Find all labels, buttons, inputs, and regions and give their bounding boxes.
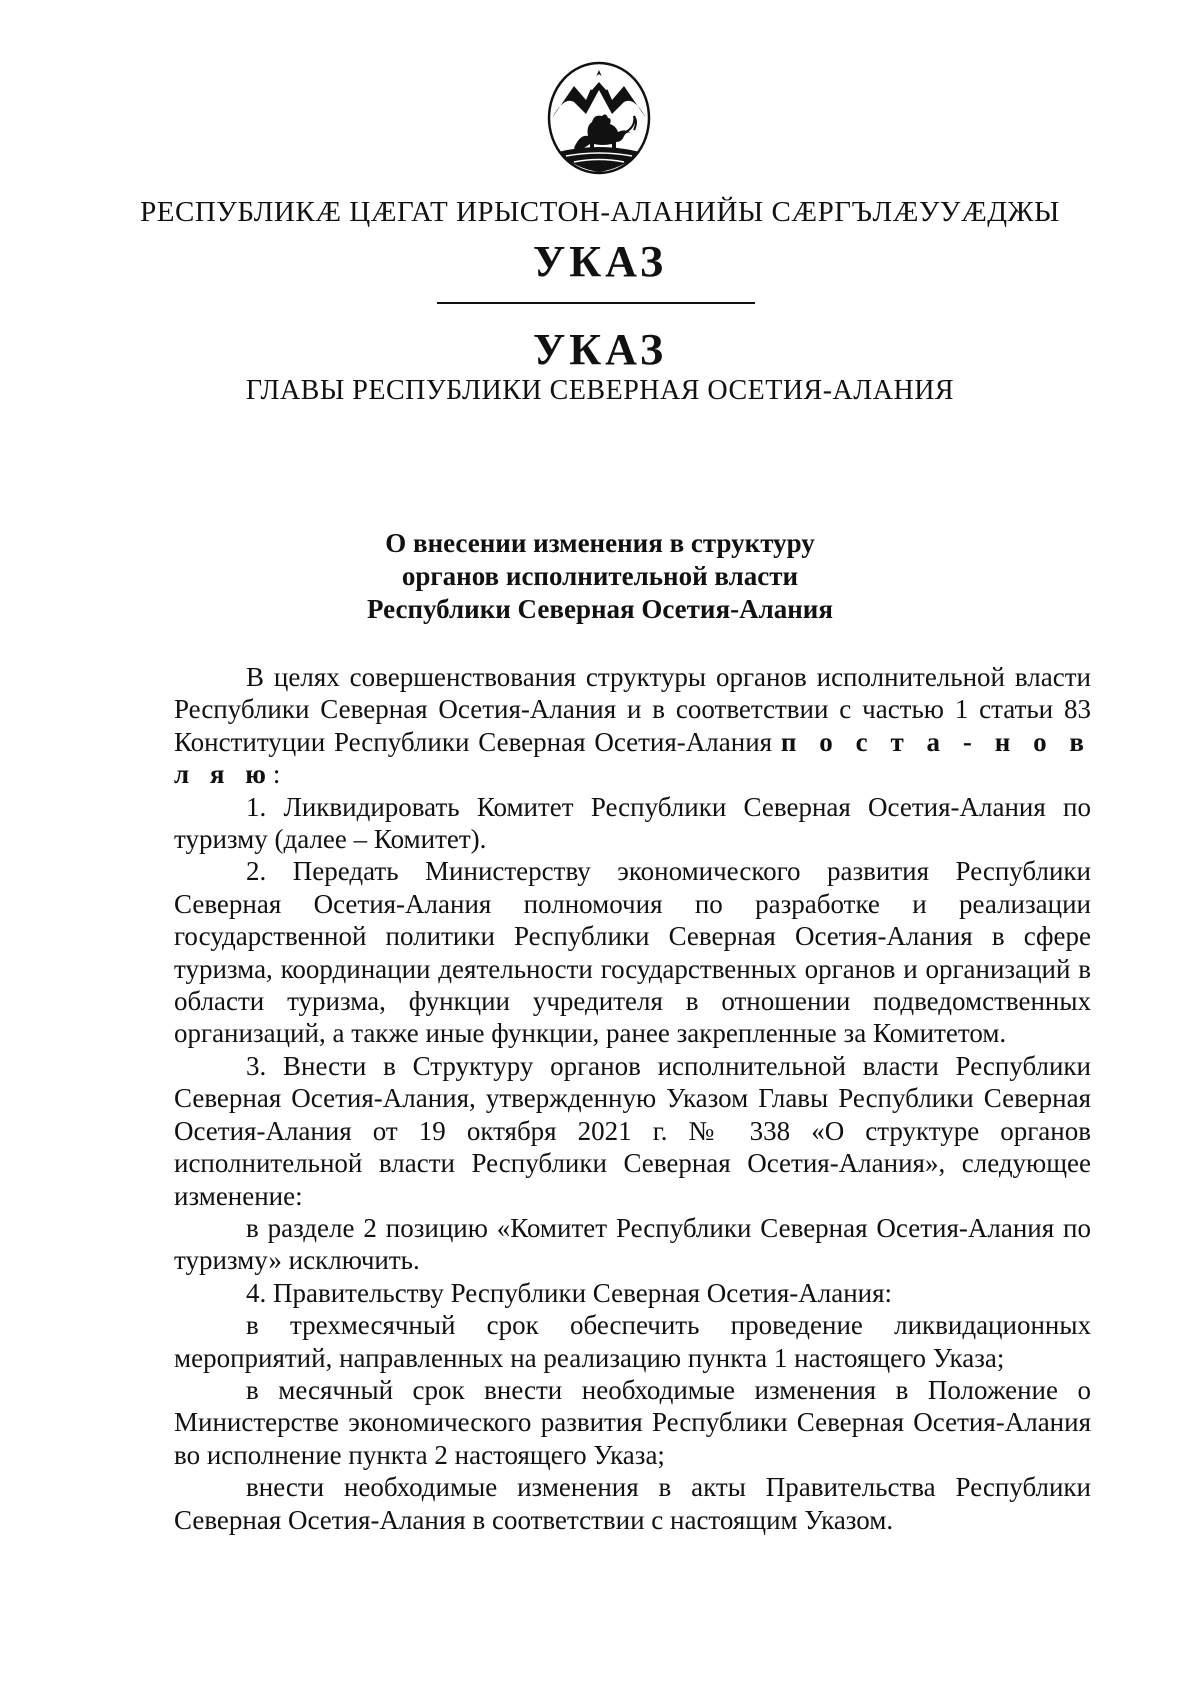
decree-label-ossetian: УКАЗ	[532, 237, 668, 286]
title-line-3: Республики Северная Осетия-Алания	[367, 594, 833, 624]
title-line-1: О внесении изменения в структуру	[385, 528, 815, 558]
clause-4-sub-a: в трехмесячный срок обеспечить проведение ликвидационных мероприятий, направленных на реализацию пункта 1 настоящего Указа;	[174, 1310, 1091, 1373]
clause-3: 3. Внести в Структуру органов исполнительной власти Республики Северная Осетия-Алания, утвержденную Указом Главы Республики Северная Осетия-Алания от 19 октября 2021 г. № 338 «О структуре органов исполнительной власти Республики Северная Осетия-Алания», следующее изменение:	[174, 1050, 1091, 1211]
clause-1: 1. Ликвидировать Комитет Республики Северная Осетия-Алания по туризму (далее – Комитет).	[174, 791, 1091, 855]
decree-title	[0, 527, 1200, 626]
russian-header: ГЛАВЫ РЕСПУБЛИКИ СЕВЕРНАЯ ОСЕТИЯ-АЛАНИЯ	[245, 375, 955, 406]
preamble-text: В целях совершенствования структуры органов исполнительной власти Республики Северная Осетия-Алания и в соответствии с частью 1 статьи 83 Конституции Республики Северная Осетия-Алания	[174, 662, 1091, 757]
ossetian-header: РЕСПУБЛИКӔ ЦӔГАТ ИРЫСТОН-АЛАНИЙЫ СӔРГЪЛӔУУӔДЖЫ	[140, 196, 1060, 228]
preamble-colon: :	[272, 759, 281, 790]
decree-body	[174, 661, 1091, 1536]
clause-4-sub-b: в месячный срок внести необходимые изменения в Положение о Министерстве экономического развития Республики Северная Осетия-Алания во исполнение пункта 2 настоящего Указа;	[174, 1374, 1091, 1470]
title-line-2: органов исполнительной власти	[401, 561, 799, 591]
preamble-paragraph	[174, 661, 1091, 791]
coat-of-arms-emblem	[544, 56, 654, 176]
header-divider	[437, 302, 755, 304]
clause-4-sub-c: внести необходимые изменения в акты Правительства Республики Северная Осетия-Алания в соответствии с настоящим Указом.	[174, 1472, 1091, 1535]
clause-3-sub: в разделе 2 позицию «Комитет Республики Северная Осетия-Алания по туризму» исключить.	[174, 1212, 1091, 1276]
clause-4: 4. Правительству Республики Северная Осетия-Алания:	[246, 1277, 893, 1308]
clause-2: 2. Передать Министерству экономического развития Республики Северная Осетия-Алания полномочия по разработке и реализации государственной политики Республики Северная Осетия-Алания в сфере туризма, координации деятельности государственных органов и организаций в области туризма, функции учредителя в отношении подведомственных организаций, а также иные функции, ранее закрепленные за Комитетом.	[174, 856, 1091, 1049]
preamble-resolve-word: п о с т а - н о в л я ю	[174, 726, 1092, 790]
decree-label-russian: УКАЗ	[532, 325, 668, 374]
